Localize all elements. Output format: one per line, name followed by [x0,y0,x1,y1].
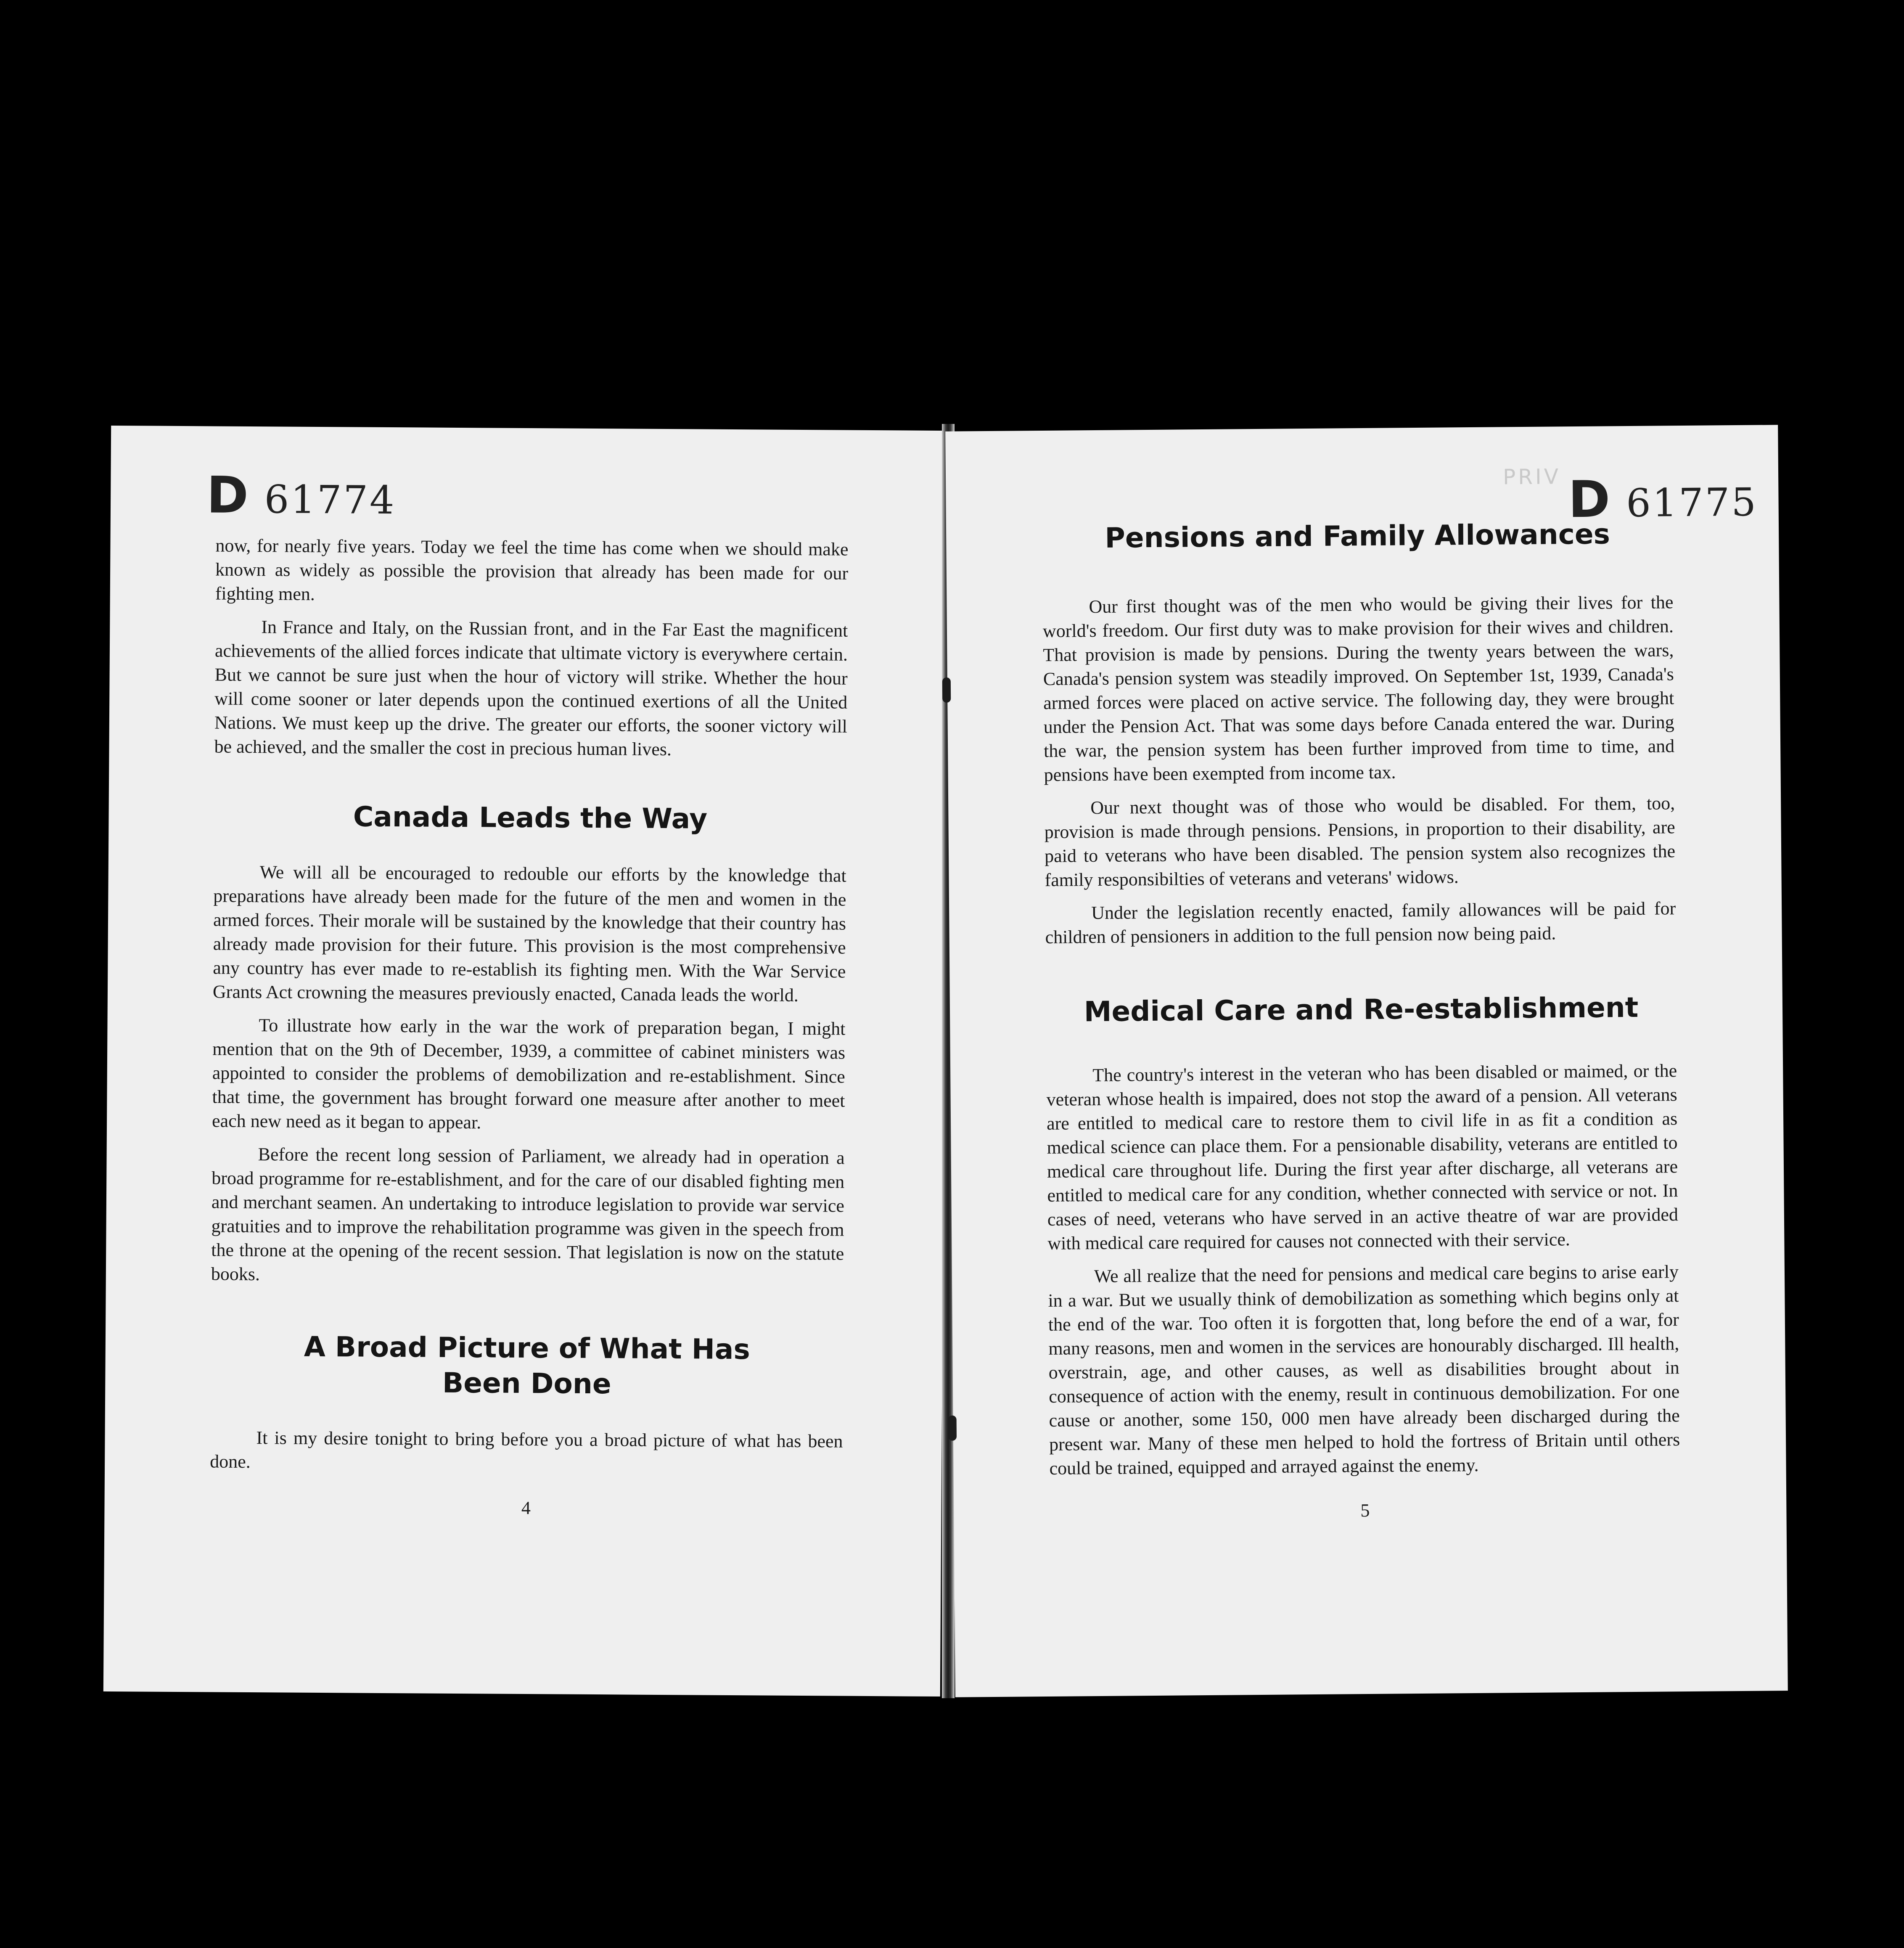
paragraph: Before the recent long session of Parliament, we already had in operation a broad programme for re-establishment, and for the care of our disabled fighting men and merchant seamen. An undertaking to introduce legislation to provide war service gratuities and to improve the rehabilitation programme was given in the speech from the throne at the opening of the recent session. That legislation is now on the statute books. [211,1144,845,1285]
paragraph: Our first thought was of the men who would be giving their lives for the world's freedom. Our first duty was to make provision for their wives and children. That provision is made by pensions. During the twenty years between the wars, Canada's pension system was steadily improved. On September 1st, 1939, Canada's armed forces were placed on active service. The following day, they were brought under the Pension Act. That was some days before Canada entered the war. During the war, the pension system has been further improved from time to time, and pensions have been exempted from income tax. [1042,592,1675,786]
paragraph: Under the legislation recently enacted, family allowances will be paid for children of pensioners in addition to the full pension now being paid. [1045,898,1676,948]
heading-line: Been Done [442,1366,611,1400]
section-heading-canada: Canada Leads the Way [353,800,708,835]
open-booklet [107,428,1783,1694]
left-page [103,426,948,1697]
paragraph: We will all be encouraged to redouble our efforts by the knowledge that preparations have already been made for the future of the men and women in the armed forces. Their morale will be sustained by the knowledge that their country has already made provision for their future. This provision is the most comprehensive any country has ever made to re-establish its fighting men. With the War Service Grants Act crowning the measures previously enacted, Canada leads the world. [212,862,846,1006]
page-number: 4 [521,1497,531,1519]
page-number: 5 [1360,1500,1370,1521]
heading-line: A Broad Picture of What Has [304,1330,751,1366]
paragraph: The country's interest in the veteran who has been disabled or maimed, or the veteran whose health is impaired, does not stop the award of a pension. All veterans are entitled to medical care to restore them to civil life in as fit a condition as medical science can place them. For a pensionable disability, veterans are entitled to medical care throughout life. During the first year after discharge, all veterans are entitled to medical care for any condition, whether connected with service or not. In cases of need, veterans who have served in an active theatre of war are provided with medical care required for causes not connected with their service. [1046,1060,1679,1254]
binding-staple [942,678,951,703]
left-page-body [209,533,848,1520]
section-heading-pensions: Pensions and Family Allowances [1105,518,1610,554]
paragraph: Our next thought was of those who would be disabled. For them, too, provision is made through pensions. Pensions, in proportion to their disability, are paid to veterans who have been disabled. The pension system also recognizes the family responsibilties of veterans and veterans' widows. [1044,793,1676,890]
paragraph: In France and Italy, on the Russian front, and in the Far East the magnificent achievements of the allied forces indicate that ultimate victory is everywhere certain. But we cannot be sure just when the hour of victory will strike. Whether the hour will come sooner or later depends upon the continued exertions of all the United Nations. We must keep up the drive. The greater our efforts, the sooner victory will be achieved, and the smaller the cost in precious human lives. [214,617,848,760]
right-page-body [1042,516,1681,1524]
right-page [945,425,1788,1697]
stamp-number: 61775 [1626,479,1758,526]
stamp-number: 61774 [264,477,396,523]
stamp-letter: D [1568,470,1610,529]
paragraph: now, for nearly five years. Today we feel the time has come when we should make known as widely as possible the provision that already has been made for our fighting men. [215,535,849,604]
paragraph: To illustrate how early in the war the work of preparation began, I might mention that on the 9th of December, 1939, a committee of cabinet ministers was appointed to consider the problems of demobilization and re-establishment. Since that time, the government has brought forward one measure after another to meet each new need as it began to appear. [212,1015,846,1133]
section-heading-medical: Medical Care and Re-establishment [1084,991,1639,1028]
paragraph: We all realize that the need for pensions and medical care begins to arise early in a war. But we usually think of demobilization as something which begins only at the end of the war. Too often it is forgotten that, long before the end of a war, for many reasons, men and women in the services are honourably discharged. Ill health, overstrain, age, and other causes, as well as disabilities brought about in consequence of action with the enemy, result in continuous demobilization. For one cause or another, some 150, 000 men have already been discharged during the present war. Many of these men helped to hold the fortress of Britain until others could be trained, equipped and arrayed against the enemy. [1048,1261,1680,1479]
section-heading-broad-picture [210,1329,844,1403]
binding-staple [948,1416,957,1441]
faint-stamp: PRIV [1502,464,1561,490]
paragraph: It is my desire tonight to bring before you a broad picture of what has been done. [210,1427,843,1472]
archive-stamp-left [206,466,396,526]
stamp-letter: D [206,466,249,525]
